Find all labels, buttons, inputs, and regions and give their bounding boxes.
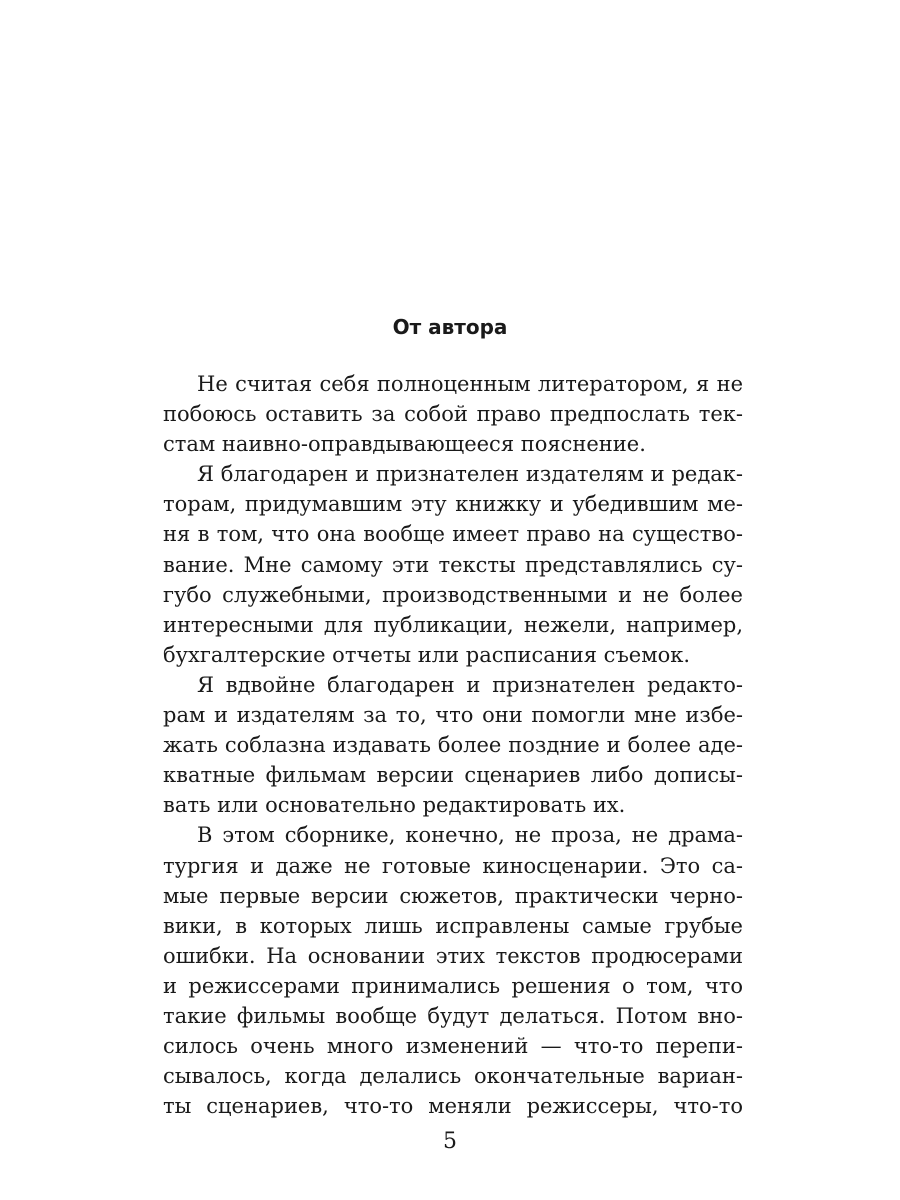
text-line: вание. Мне самому эти тексты представлялись су- xyxy=(163,552,743,577)
text-line: В этом сборнике, конечно, не проза, не драма- xyxy=(197,823,743,848)
text-line: ня в том, что она вообще имеет право на существо- xyxy=(163,522,743,547)
text-line: интересными для публикации, нежели, например, xyxy=(163,612,743,637)
text-line: ты сценариев, что-то меняли режиссеры, что-то xyxy=(163,1094,743,1119)
text-line: Я вдвойне благодарен и признателен редакто- xyxy=(197,672,743,697)
text-line: рам и издателям за то, что они помогли мне избе- xyxy=(163,703,743,728)
text-line: Я благодарен и признателен издателям и редак- xyxy=(197,462,743,487)
text-line: вики, в которых лишь исправлены самые грубые xyxy=(163,913,743,938)
text-line: стам наивно-оправдывающееся пояснение. xyxy=(163,432,646,457)
body-text xyxy=(163,369,743,1121)
text-line: Не считая себя полноценным литератором, я не xyxy=(197,372,743,396)
text-line: кватные фильмам версии сценариев либо дописы- xyxy=(163,763,743,788)
text-line: вать или основательно редактировать их. xyxy=(163,793,626,818)
text-line: силось очень много изменений — что-то перепи- xyxy=(163,1034,743,1059)
text-line: такие фильмы вообще будут делаться. Потом вно- xyxy=(163,1003,743,1028)
text-line: ошибки. На основании этих текстов продюсерами xyxy=(163,943,743,968)
text-line: жать соблазна издавать более поздние и более аде- xyxy=(163,733,743,758)
text-line: губо служебными, производственными и не более xyxy=(163,582,743,607)
text-line: бухгалтерские отчеты или расписания съемок. xyxy=(163,642,691,667)
section-heading: От автора xyxy=(392,315,508,339)
text-line: торам, придумавшим эту книжку и убедившим ме- xyxy=(163,492,743,517)
page-number: 5 xyxy=(443,1129,457,1154)
text-line: мые первые версии сюжетов, практически черно- xyxy=(163,883,743,908)
text-line: побоюсь оставить за собой право предпослать тек- xyxy=(163,402,743,427)
text-line: тургия и даже не готовые киносценарии. Это са- xyxy=(163,853,743,878)
text-line: сывалось, когда делались окончательные вариан- xyxy=(163,1064,743,1089)
text-line: и режиссерами принимались решения о том, что xyxy=(163,973,743,998)
